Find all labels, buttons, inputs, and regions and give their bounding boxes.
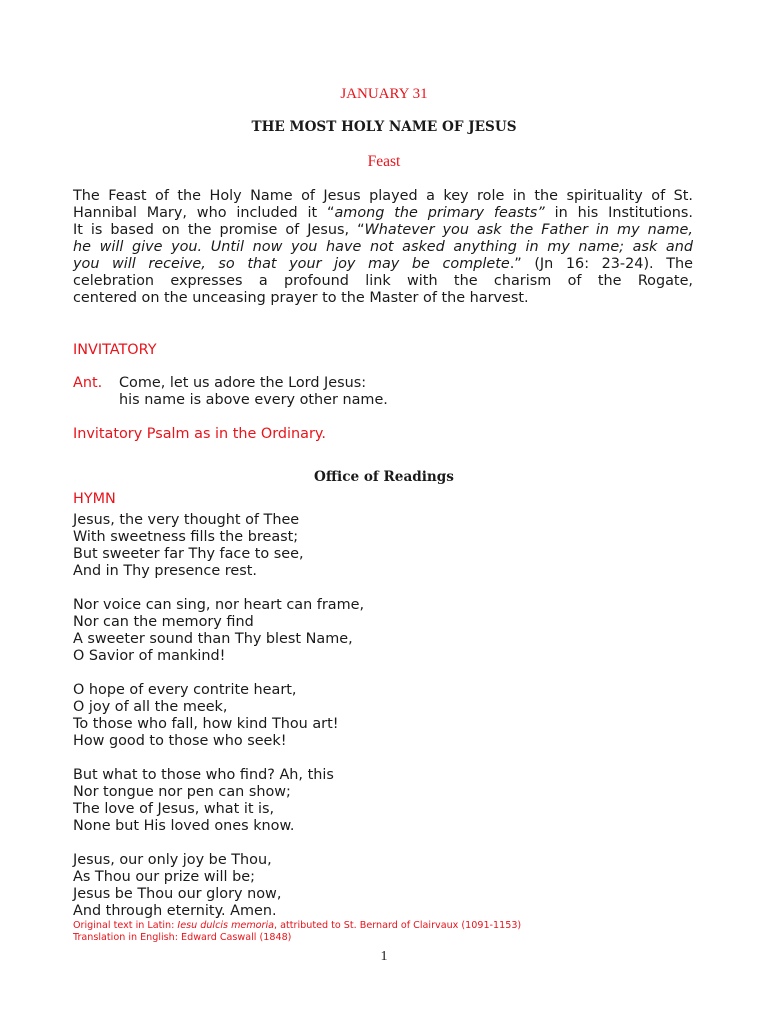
intro-line: It is based on the promise of Jesus, “Whatever you ask the Father in my name, xyxy=(73,222,693,238)
antiphon-label: Ant. xyxy=(73,375,103,391)
intro-paragraph xyxy=(73,188,693,307)
hymn-source-note xyxy=(73,920,521,944)
invitatory-psalm-note: Invitatory Psalm as in the Ordinary. xyxy=(73,426,326,442)
intro-line: celebration expresses a profound link with the charism of the Rogate, xyxy=(73,273,693,289)
feast-rank: Feast xyxy=(367,153,401,170)
hymn-stanza: O hope of every contrite heart, O joy of all the meek, To those who fall, how kind Thou art! How good to those who seek! xyxy=(73,682,339,749)
hymn-stanza: Jesus, our only joy be Thou, As Thou our prize will be; Jesus be Thou our glory now, And through eternity. Amen. xyxy=(73,852,282,919)
hymn-stanza: Jesus, the very thought of Thee With sweetness fills the breast; But sweeter far Thy face to see, And in Thy presence rest. xyxy=(73,512,304,579)
quote-italic: he will give you. Until now you have not asked anything in my name; ask and xyxy=(73,239,693,255)
quote-italic: you will receive, so that your joy may be complete xyxy=(73,256,510,272)
hymn-stanza: But what to those who find? Ah, this Nor tongue nor pen can show; The love of Jesus, what it is, None but His loved ones know. xyxy=(73,767,334,834)
antiphon-text: Come, let us adore the Lord Jesus: his name is above every other name. xyxy=(119,375,388,408)
office-heading: Office of Readings xyxy=(314,469,454,485)
page-number: 1 xyxy=(380,949,388,964)
feast-title: THE MOST HOLY NAME OF JESUS xyxy=(251,119,517,135)
invitatory-heading: INVITATORY xyxy=(73,342,157,358)
intro-line xyxy=(73,239,693,256)
intro-line: you will receive, so that your joy may be complete.” (Jn 16: 23-24). The xyxy=(73,256,693,272)
feast-date: JANUARY 31 xyxy=(340,86,428,102)
intro-line: centered on the unceasing prayer to the Master of the harvest. xyxy=(73,290,529,306)
hymn-heading: HYMN xyxy=(73,491,116,507)
source-line: Original text in Latin: Iesu dulcis memoria, attributed to St. Bernard of Clairvaux (1091-1153) xyxy=(73,920,522,931)
quote-italic: Whatever you ask the Father in my name, xyxy=(364,222,693,238)
intro-line: The Feast of the Holy Name of Jesus played a key role in the spirituality of St. xyxy=(73,188,693,204)
translation-line: Translation in English: Edward Caswall (1848) xyxy=(73,932,292,943)
quote-italic: among the primary feasts” xyxy=(334,205,545,221)
intro-line: Hannibal Mary, who included it “among the primary feasts” in his Institutions. xyxy=(73,205,693,221)
hymn-stanza: Nor voice can sing, nor heart can frame, Nor can the memory find A sweeter sound than Thy blest Name, O Savior of mankind! xyxy=(73,597,365,664)
